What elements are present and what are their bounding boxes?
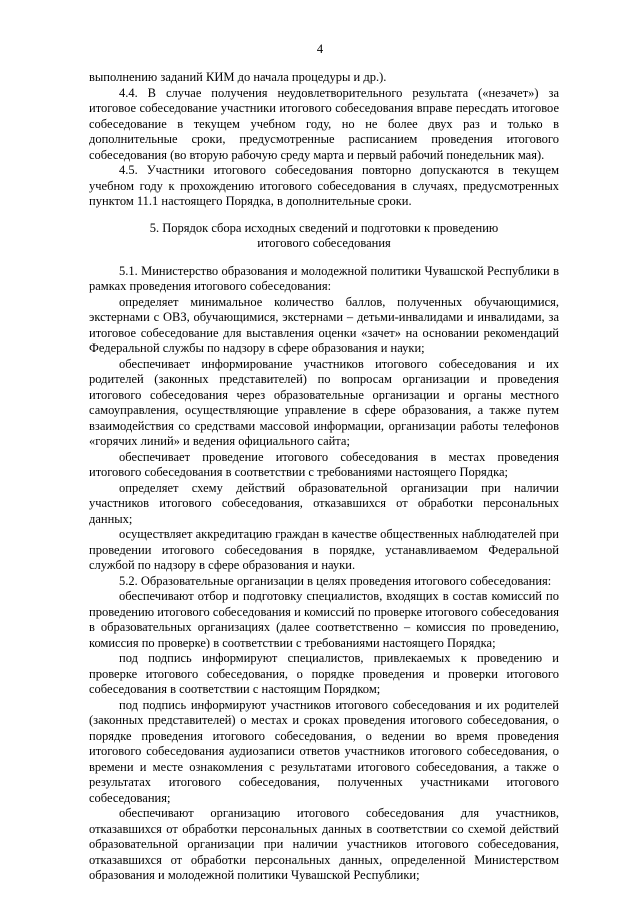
list-item: под подпись информируют участников итогового собеседования и их родителей (законных представителей) о местах и сроках проведения итогового собеседования, о порядке проведения итогового собеседования, о ведении во время проведения итогового собеседования аудиозаписи ответов участников итогового собеседования, о времени и месте ознакомления с результатами итогового собеседования, а также о результатах итогового собеседования, полученных участниками итогового собеседования; <box>89 697 559 805</box>
list-item: обеспечивает проведение итогового собеседования в местах проведения итогового собеседования в соответствии с требованиями настоящего Порядка; <box>89 449 559 479</box>
paragraph-4-4: 4.4. В случае получения неудовлетворительного результата («незачет») за итоговое собеседование участники итогового собеседования вправе пересдать итоговое собеседование в текущем учебном году, но не более двух раз и только в дополнительные сроки, предусмотренные расписанием проведения итогового собеседования (во вторую рабочую среду марта и первый рабочий понедельник мая). <box>89 85 559 162</box>
list-item: определяет схему действий образовательной организации при наличии участников итогового собеседования, отказавшихся от обработки персональных данных; <box>89 480 559 526</box>
paragraph-5-1: 5.1. Министерство образования и молодежной политики Чувашской Республики в рамках проведения итогового собеседования: <box>89 263 559 293</box>
section-heading-line-2: итогового собеседования <box>257 236 391 250</box>
paragraph-4-5: 4.5. Участники итогового собеседования повторно допускаются в текущем учебном году к прохождению итогового собеседования в случаях, предусмотренных пунктом 11.1 настоящего Порядка, в дополнительные сроки. <box>89 163 559 208</box>
list-item: обеспечивают организацию итогового собеседования для участников, отказавшихся от обработки персональных данных в соответствии со схемой действий образовательной организации при наличии участников итогового собеседования, отказавшихся от обработки персональных данных, определенной Министерством образования и молодежной политики Чувашской Республики; <box>89 806 559 882</box>
page-number: 4 <box>316 42 324 56</box>
list-item: обеспечивают отбор и подготовку специалистов, входящих в состав комиссий по проведению итогового собеседования и комиссий по проверке итогового собеседования в образовательных организациях (далее соответственно – комиссия по проведению, комиссия по проверке) в соответствии с требованиями настоящего Порядка; <box>89 589 559 650</box>
list-item: определяет минимальное количество баллов, полученных обучающимися, экстернами с ОВЗ, обучающимися, экстернами – детьми-инвалидами и инвалидами, за итоговое собеседование для выставления оценки «зачет» на основании рекомендаций Федеральной службы по надзору в сфере образования и науки; <box>89 294 559 355</box>
list-item: обеспечивает информирование участников итогового собеседования и их родителей (законных представителей) по вопросам организации и проведения итогового собеседования через образовательные организации и органы местного самоуправления, осуществляющие управление в сфере образования, а также путем взаимодействия со средствами массовой информации, организации работы телефонов «горячих линий» и ведения официального сайта; <box>89 356 559 448</box>
list-item: осуществляет аккредитацию граждан в качестве общественных наблюдателей при проведении итогового собеседования в порядке, устанавливаемом Федеральной службой по надзору в сфере образования и науки. <box>89 527 559 572</box>
document-body <box>89 70 559 884</box>
paragraph-continuation: выполнению заданий КИМ до начала процедуры и др.). <box>89 70 387 84</box>
paragraph-5-2: 5.2. Образовательные организации в целях проведения итогового собеседования: <box>119 573 552 588</box>
list-item: под подпись информируют специалистов, привлекаемых к проведению и проверке итогового собеседования, о порядке проведения и проверки итогового собеседования в соответствии с настоящим Порядком; <box>89 651 559 696</box>
section-heading-line-1: 5. Порядок сбора исходных сведений и подготовки к проведению <box>149 220 499 235</box>
section-heading <box>89 221 559 252</box>
